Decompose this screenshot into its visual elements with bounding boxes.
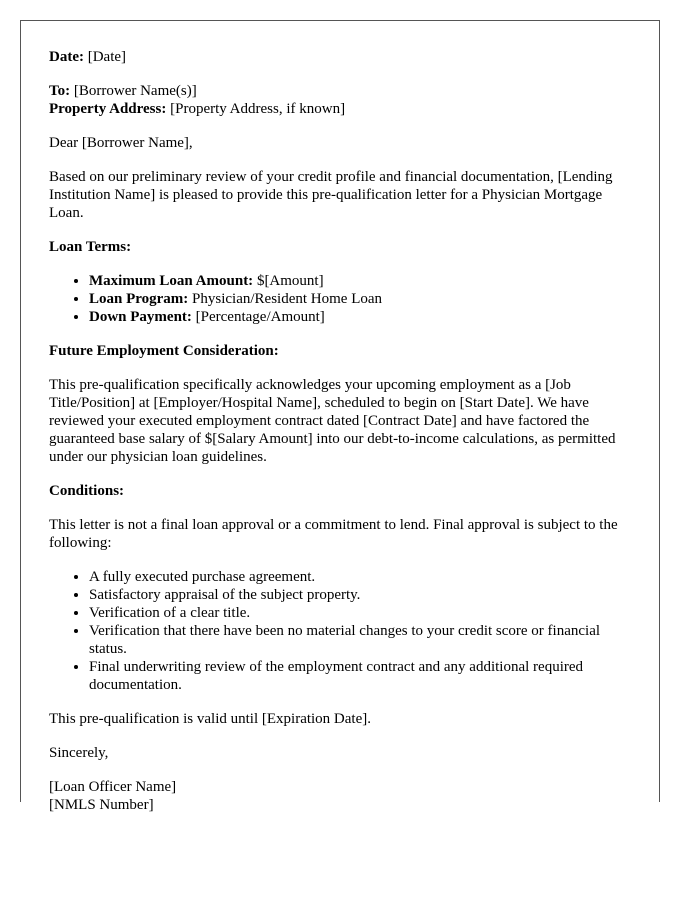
recipient-block [49, 82, 639, 118]
employment-heading: Future Employment Consideration: [49, 343, 279, 359]
list-item [89, 272, 639, 290]
salutation: Dear [Borrower Name], [49, 135, 193, 151]
list-item: • Satisfactory appraisal of the subject property. [89, 586, 639, 604]
nmls-number: [NMLS Number] [49, 797, 154, 813]
loan-terms-list [49, 272, 639, 326]
closing: Sincerely, [49, 745, 109, 761]
property-value: [Property Address, if known] [170, 101, 346, 117]
list-item [89, 308, 639, 326]
list-item [89, 290, 639, 308]
term-label: Down Payment: [89, 309, 192, 325]
list-item: • Final underwriting review of the employment contract and any additional required documentation. [89, 658, 639, 694]
conditions-heading: Conditions: [49, 483, 125, 499]
term-label: Maximum Loan Amount: [89, 273, 254, 289]
term-label: Loan Program: [89, 291, 189, 307]
to-label: To: [49, 83, 71, 99]
intro-paragraph: Based on our preliminary review of your credit profile and financial documentation, [Lending Institution Name] is pleased to provide this pre-qualification letter for a Physician Mortgage Loan. [49, 169, 613, 221]
loan-officer-name: [Loan Officer Name] [49, 779, 177, 795]
list-item: • Verification of a clear title. [89, 604, 639, 622]
loan-terms-heading: Loan Terms: [49, 239, 132, 255]
conditions-list [49, 568, 639, 694]
validity-statement: This pre-qualification is valid until [Expiration Date]. [49, 711, 371, 727]
date-line [49, 48, 639, 66]
term-value: $[Amount] [256, 273, 324, 289]
signature-block [49, 778, 639, 814]
to-value: [Borrower Name(s)] [73, 83, 197, 99]
date-label: Date: [49, 49, 84, 65]
letter-page [20, 20, 660, 813]
conditions-intro: This letter is not a final loan approval or a commitment to lend. Final approval is subject to the following: [49, 517, 618, 551]
employment-paragraph: This pre-qualification specifically acknowledges your upcoming employment as a [Job Title/Position] at [Employer/Hospital Name], scheduled to begin on [Start Date]. We have reviewed your executed employment contract dated [Contract Date] and have factored the guaranteed base salary of $[Salary Amount] into our debt-to-income calculations, as permitted under our physician loan guidelines. [49, 377, 616, 465]
list-item: • Verification that there have been no material changes to your credit score or financial status. [89, 622, 639, 658]
list-item: • A fully executed purchase agreement. [89, 568, 639, 586]
property-label: Property Address: [49, 101, 167, 117]
term-value: [Percentage/Amount] [195, 309, 325, 325]
term-value: Physician/Resident Home Loan [192, 291, 383, 307]
letter-body [49, 48, 639, 830]
date-value: [Date] [87, 49, 127, 65]
